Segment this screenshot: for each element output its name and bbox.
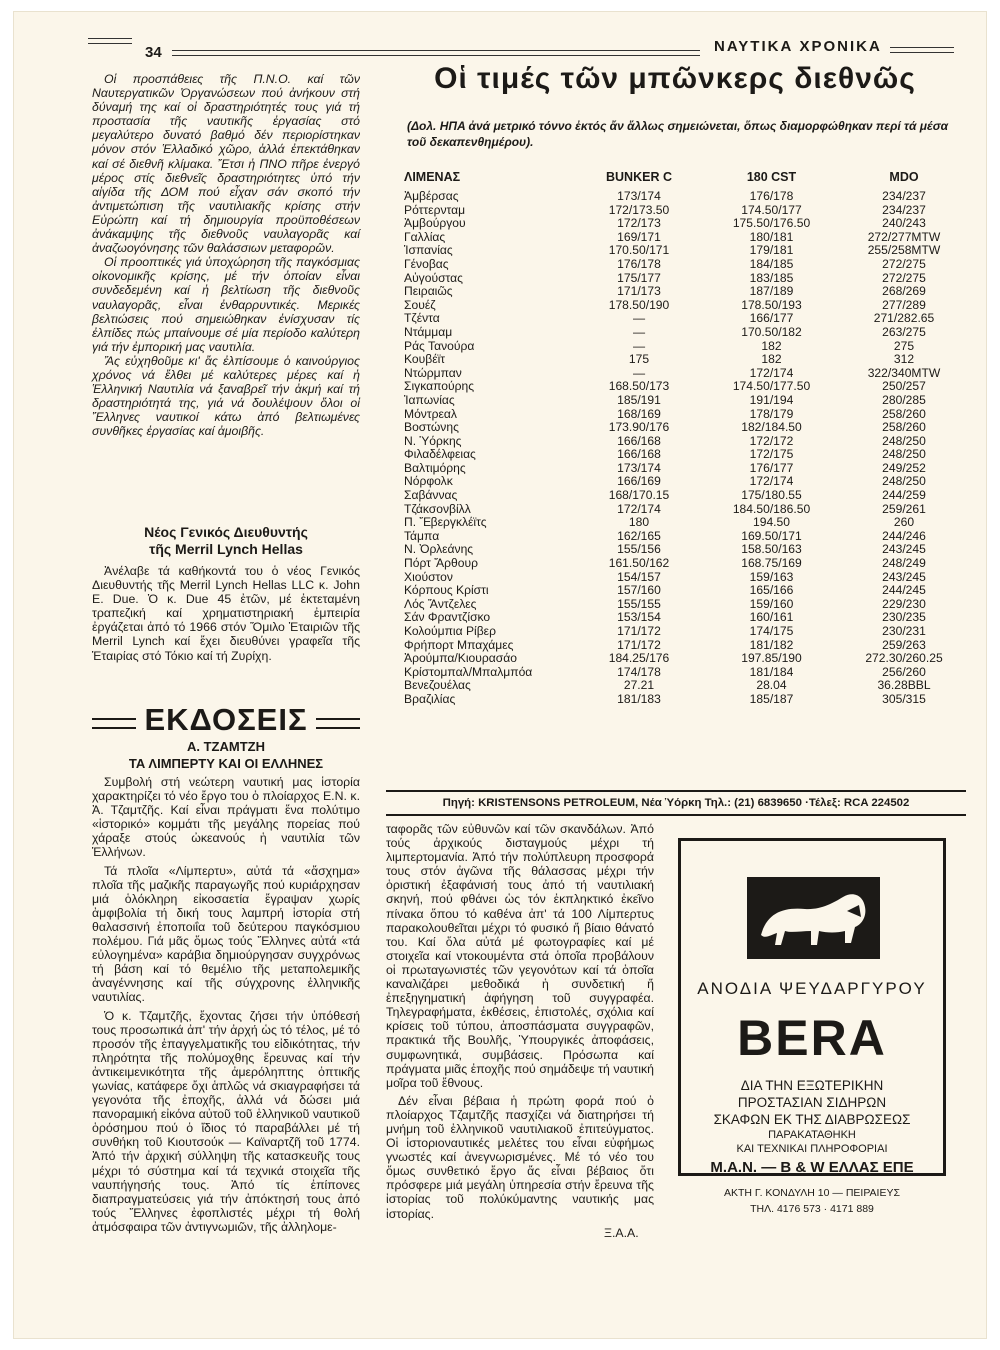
cell-port: Βοστώνης xyxy=(404,420,459,435)
table-row xyxy=(404,516,969,530)
cell-bunker-c: 166/168 xyxy=(617,447,661,462)
cell-bunker-c: 155/156 xyxy=(617,542,661,557)
cell-mdo: 250/257 xyxy=(882,379,926,394)
page-header xyxy=(0,30,1000,61)
book-review-continued xyxy=(386,822,654,1221)
table-row xyxy=(404,217,969,231)
ad-info-line: ΚΑΙ ΤΕΧΝΙΚΑΙ ΠΛΗΡΟΦΟΡΙΑΙ xyxy=(736,1143,888,1155)
cell-180-cst: 174/175 xyxy=(749,624,794,638)
table-row xyxy=(404,503,969,517)
cell-bunker-c: 166/168 xyxy=(617,433,661,448)
table-row xyxy=(404,475,969,489)
col-header-bunker-c: BUNKER C xyxy=(606,170,672,184)
table-row xyxy=(404,462,969,476)
table-row xyxy=(404,448,969,462)
ad-contact xyxy=(681,1185,943,1217)
cell-180-cst: 174.50/177.50 xyxy=(732,379,811,394)
cell-port: Τζάκσονβίλλ xyxy=(404,501,471,516)
header-rule-center xyxy=(172,50,700,56)
cell-port: Σιγκαπούρης xyxy=(404,379,475,394)
cell-port: Λός Ἄντζελες xyxy=(404,596,477,611)
cell-bunker-c: 157/160 xyxy=(617,583,661,598)
cell-port: Ντάμμαμ xyxy=(404,324,453,339)
cell-port: Ἰαπωνίας xyxy=(404,392,455,407)
cell-180-cst: 180/181 xyxy=(749,229,794,244)
table-row xyxy=(404,435,969,449)
pno-paragraph: Ἄς εὐχηθοῦμε κι' ἄς ἐλπίσουμε ὁ καινούργιος χρόνος νά ἔλθει μέ καλύτερες μέρες καί ἡ Ἑλληνική Ναυτιλία νά ξαναβρεῖ τήν ἀκμή καί τή δραστηριότητά της, γιά νά δουλέψουν ὅλοι οἱ Ἕλληνες ναυτικοί κάτω ἀπό βελτιωμένες συνθῆκες ἐργασίας καί ἀμοιβῆς. xyxy=(92,353,360,439)
cell-port: Π. Ἔβεργκλέϊτς xyxy=(404,515,487,530)
table-row xyxy=(404,258,969,272)
cell-port: Βαλτιμόρης xyxy=(404,460,466,475)
cell-port: Μόντρεαλ xyxy=(404,406,457,421)
cell-mdo: 234/237 xyxy=(882,202,926,217)
cell-mdo: 244/259 xyxy=(882,488,926,503)
lion-logo-icon xyxy=(747,877,880,959)
table-row xyxy=(404,543,969,557)
cell-port: Γαλλίας xyxy=(404,229,446,244)
cell-port: Ρόττερνταμ xyxy=(404,202,466,217)
cell-mdo: 322/340MTW xyxy=(867,365,941,380)
cell-180-cst: 179/181 xyxy=(749,243,794,258)
cell-bunker-c: 180 xyxy=(628,515,650,530)
cell-180-cst: 166/177 xyxy=(749,311,794,326)
cell-mdo: 272.30/260.25 xyxy=(865,651,943,666)
cell-180-cst: 178.50/193 xyxy=(741,297,802,312)
table-row xyxy=(404,611,969,625)
cell-mdo: 229/230 xyxy=(882,596,926,611)
cell-mdo: 249/252 xyxy=(882,460,926,475)
table-row xyxy=(404,421,969,435)
cell-port: Βραζιλίας xyxy=(404,691,456,706)
cell-mdo: 255/258MTW xyxy=(867,243,941,258)
pno-paragraph: Οἱ προσπάθειες τῆς Π.Ν.Ο. καί τῶν Ναυτεργατικῶν Ὀργανώσεων πού ἀνήκουν στή δύναμή της καί οἱ δραστηριότητές τους γιά τή προστασία τῆς ναυτικῆς ἐργασίας στό μεγαλύτερο δυνατό βαθμό δέν περιορίστηκαν μόνον στόν Ἑλλαδικό χῶρο, ἀλλά ἐπεκτάθηκαν καί σέ διεθνῆ κλίμακα. Ἔτσι ἡ ΠΝΟ πῆρε ἐνεργό μέρος στίς διεθνεῖς δραστηριότητες ὑπό τήν αἰγίδα τῆς ΔΟΜ πού εἶχαν σάν σκοπό τήν ἀντιμετώπιση τῆς ναυτιλιακῆς κρίσης στήν Εὐρώπη καί τή δημιουργία προϋποθέσεων ἀνάκαμψης τῆς διεθνοῦς ναυλαγορᾶς καί ἀναζωογόνησης τῶν θαλάσσιων μεταφορῶν. xyxy=(92,72,360,256)
table-row xyxy=(404,408,969,422)
cell-port: Ν. Ὀρλεάνης xyxy=(404,542,474,557)
magazine-name: ΝΑΥΤΙΚΑ ΧΡΟΝΙΚΑ xyxy=(714,38,882,55)
cell-port: Γένοβας xyxy=(404,256,449,271)
cell-port: Πειραιῶς xyxy=(404,284,453,299)
cell-180-cst: 172/172 xyxy=(749,433,794,448)
table-header-row xyxy=(404,164,969,190)
cell-180-cst: 181/182 xyxy=(749,637,794,652)
book-paragraph: Δέν εἶναι βέβαια ἡ πρώτη φορά πού ὁ πλοίαρχος Τζαμτζῆς πασχίζει νά διατηρήσει τή μνήμη τοῦ ἑλληνικοῦ ναυτιλιακοῦ ἐπιτεύγματος. Οἱ ἱστοριοναυτικές μελέτες του εἶναι εὐφήμως γνωστές καί ἀνεγνωρισμένες. Μέ τό νέο του ὅμως συνθετικό ἔργο ἄς εἶναι βέβαιος ὅτι πρόσφερε μιά μεγάλη ὑπηρεσία στήν ἔρευνα τῆς ἱστορίας τοῦ πολύκύμαντης ναυτικής μας ἱστορίας. xyxy=(386,1093,654,1221)
cell-port: Ἀμβούργου xyxy=(404,216,466,231)
cell-mdo: 230/235 xyxy=(882,610,926,625)
table-row xyxy=(404,312,969,326)
cell-mdo: 244/246 xyxy=(882,528,926,543)
cell-mdo: 272/277MTW xyxy=(867,229,941,244)
merrill-article xyxy=(92,524,360,663)
cell-port: Ἀρούμπα/Κιουρασάο xyxy=(404,651,517,666)
cell-port: Ἱσπανίας xyxy=(404,243,453,258)
book-paragraph: Ὁ κ. Τζαμτζῆς, ἔχοντας ζήσει τήν ὑπόθεσή τους προσωπικά ἀπ' τήν ἀρχή ὡς τό τέλος, μέ τό προσόν τῆς ἐπαγγελματικῆς του εἰδικότητας, τήν πληρότητα τῆς πολύμοχθης ἔρευνας καί τήν ἀντικειμενικότητα τῆς ἀμερόληπτης ὀπτικῆς γωνίας, κατάφερε ὄχι ἁπλῶς νά σκιαγραφήσει τά γεγονότα τῆς ἐποχῆς, ἀλλά νά δώσει μιά πανοραμική εἰκόνα αὐτοῦ τοῦ ἑλληνικοῦ ναυτικοῦ ὁρόσημου πού ὁ ἴδιος τό παραβάλλει μέ τή συνθήκη τοῦ Κιουτσούκ — Καϊναρτζῆ τοῦ 1774. Ἀπό τήν ἀρχική σύλληψη τῆς κατασκευῆς τους μέχρι τό σύστημα καί τά τεχνικά στοιχεῖα τῆς ναυπήγησής τους. Ἀπό τίς ἐπίπονες διαπραγματεύσεις γιά τήν ἀπόκτησή τους ἀπό τούς Ἕλληνες ἐφοπλιστές μέχρι τή θολή ἀτμόσφαιρα τῶν ἀντιγνωμιῶν, τῆς ἀλληλομε- xyxy=(92,1008,360,1234)
cell-bunker-c: 169/171 xyxy=(617,229,661,244)
cell-port: Κόρπους Κρίστι xyxy=(404,583,489,598)
cell-port: Ντώρμπαν xyxy=(404,365,462,380)
cell-bunker-c: 173/174 xyxy=(617,460,661,475)
cell-180-cst: 182 xyxy=(761,338,782,353)
cell-180-cst: 168.75/169 xyxy=(741,556,802,571)
cell-mdo: 258/260 xyxy=(882,406,926,421)
cell-bunker-c: 173.90/176 xyxy=(608,420,670,435)
cell-mdo: 263/275 xyxy=(882,324,926,339)
cell-mdo: 248/250 xyxy=(882,447,926,462)
lion-logo-graphic xyxy=(747,877,880,959)
cell-bunker-c: 176/178 xyxy=(617,256,661,271)
cell-port: Κουβέϊτ xyxy=(404,352,446,367)
cell-port: Πόρτ Ἄρθουρ xyxy=(404,556,478,571)
cell-180-cst: 175.50/176.50 xyxy=(732,216,811,231)
cell-180-cst: 170.50/182 xyxy=(741,324,802,339)
cell-port: Ἀμβέρσας xyxy=(404,189,459,203)
table-row xyxy=(404,190,969,204)
ekdoseis-bars-right xyxy=(316,718,360,729)
ekdoseis-bars-left xyxy=(92,718,136,729)
cell-180-cst: 181/184 xyxy=(749,664,794,679)
ad-address: ΑΚΤΗ Γ. ΚΟΝΔΥΛΗ 10 — ΠΕΙΡΑΙΕΥΣ xyxy=(724,1187,900,1199)
cell-bunker-c: 27.21 xyxy=(623,678,655,693)
header-rule-right xyxy=(890,47,954,53)
cell-mdo: 275 xyxy=(893,338,915,353)
cell-mdo: 277/289 xyxy=(882,297,926,312)
cell-port: Τάμπα xyxy=(404,528,440,543)
ad-brand: BERA xyxy=(737,1010,887,1066)
table-row xyxy=(404,693,969,707)
cell-180-cst: 187/189 xyxy=(749,284,794,299)
cell-180-cst: 197.85/190 xyxy=(741,651,802,666)
cell-bunker-c: 155/155 xyxy=(617,596,661,611)
table-row xyxy=(404,639,969,653)
table-row xyxy=(404,625,969,639)
cell-mdo: 36.28BBL xyxy=(877,678,931,693)
cell-bunker-c: 171/172 xyxy=(617,637,661,652)
cell-bunker-c: 172/174 xyxy=(617,501,661,516)
cell-bunker-c: 168.50/173 xyxy=(608,379,670,394)
col-header-port: ΛΙΜΕΝΑΣ xyxy=(404,170,461,184)
table-row xyxy=(404,394,969,408)
cell-port: Σαβάννας xyxy=(404,488,458,503)
cell-180-cst: 174.50/177 xyxy=(741,202,802,217)
table-row xyxy=(404,326,969,340)
cell-mdo: 312 xyxy=(893,352,915,367)
table-row xyxy=(404,571,969,585)
ekdoseis-title: ΕΚΔΟΣΕΙΣ xyxy=(144,702,308,737)
header-rule-left xyxy=(88,38,132,44)
cell-mdo: 240/243 xyxy=(882,216,926,231)
ad-headline: ΑΝΟΔΙΑ ΨΕΥΔΑΡΓΥΡΟΥ xyxy=(697,979,927,998)
cell-port: Φιλαδέλφειας xyxy=(404,447,476,462)
cell-bunker-c: 171/173 xyxy=(617,284,661,299)
cell-mdo: 256/260 xyxy=(882,664,926,679)
table-row xyxy=(404,652,969,666)
table-row xyxy=(404,666,969,680)
prices-subtitle: (Δολ. ΗΠΑ ἀνά μετρικό τόννο ἐκτός ἄν ἄλλως σημειώνεται, ὅπως διαμορφώθηκαν περί τά μέσα τοῦ δεκαπενθημέρου). xyxy=(407,119,949,149)
cell-port: Αὐγούστας xyxy=(404,270,463,285)
cell-mdo: 243/245 xyxy=(882,542,926,557)
cell-180-cst: 182/184.50 xyxy=(741,420,802,435)
article-signature: Ξ.Α.Α. xyxy=(604,1226,639,1240)
merrill-heading-line: τῆς Merril Lynch Hellas xyxy=(149,541,303,557)
cell-bunker-c: 168/169 xyxy=(617,406,661,421)
cell-bunker-c: 153/154 xyxy=(617,610,661,625)
ad-purpose xyxy=(681,1077,943,1128)
cell-bunker-c: 166/169 xyxy=(617,474,661,489)
ad-info-line: ΠΑΡΑΚΑΤΑΘΗΚΗ xyxy=(768,1129,856,1141)
prices-source: Πηγή: KRISTENSONS PETROLEUM, Νέα Ὑόρκη Τηλ.: (21) 6839650 ·Τέλεξ: RCA 224502 xyxy=(386,790,966,816)
cell-mdo: 230/231 xyxy=(882,624,926,638)
book-author: Α. ΤΖΑΜΤΖΗ xyxy=(187,739,265,754)
table-row xyxy=(404,340,969,354)
cell-mdo: 258/260 xyxy=(882,420,926,435)
cell-bunker-c: 175 xyxy=(628,352,650,367)
table-row xyxy=(404,299,969,313)
cell-180-cst: 183/185 xyxy=(749,270,794,285)
cell-mdo: 248/250 xyxy=(882,433,926,448)
cell-180-cst: 176/178 xyxy=(749,189,794,203)
cell-mdo: 305/315 xyxy=(882,691,926,706)
cell-180-cst: 182 xyxy=(761,352,782,367)
cell-bunker-c: 171/172 xyxy=(617,624,661,638)
cell-180-cst: 172/174 xyxy=(749,365,794,380)
cell-port: Φρήπορτ Μπαχάμες xyxy=(404,637,514,652)
pno-article xyxy=(92,72,360,438)
cell-mdo: 268/269 xyxy=(882,284,926,299)
cell-bunker-c: 181/183 xyxy=(617,691,661,706)
col-header-mdo: MDO xyxy=(889,170,919,184)
cell-180-cst: 160/161 xyxy=(749,610,794,625)
cell-mdo: 244/245 xyxy=(882,583,926,598)
page-number: 34 xyxy=(145,44,162,61)
ad-purpose-line: ΔΙΑ ΤΗΝ ΕΞΩΤΕΡΙΚΗΝ xyxy=(740,1078,884,1093)
cell-bunker-c: 184.25/176 xyxy=(608,651,670,666)
cell-mdo: 259/263 xyxy=(882,637,926,652)
cell-bunker-c: 178.50/190 xyxy=(608,297,670,312)
cell-180-cst: 165/166 xyxy=(749,583,794,598)
ad-purpose-line: ΣΚΑΦΩΝ ΕΚ ΤΗΣ ΔΙΑΒΡΩΣΕΩΣ xyxy=(713,1112,911,1127)
pno-paragraph: Οἱ προοπτικές γιά ὑποχώρηση τῆς παγκόσμιας οἰκονομικῆς κρίσης, μέ τήν ὁποίαν εἶναι συνδεδεμένη καί ἡ βελτίωση τῆς διεθνοῦς ναυλαγορᾶς, εἶναι ἐνθαρρυντικές. Μερικές βελτιώσεις πού σημειώθηκαν ἐνίσχυσαν τίς ἐλπίδες πώς μπαίνουμε σέ μία περίοδο καλύτερη γιά τήν ἐμπορική μας ναυτιλία. xyxy=(92,255,360,354)
cell-mdo: 259/261 xyxy=(882,501,926,516)
cell-bunker-c: 172/173 xyxy=(617,216,661,231)
table-row xyxy=(404,285,969,299)
ekdoseis-header xyxy=(92,702,360,742)
cell-180-cst: 172/174 xyxy=(749,474,794,489)
cell-port: Χιούστον xyxy=(404,569,453,584)
book-paragraph: Τά πλοῖα «Λίμπερτυ», αὐτά τά «ἄσχημα» πλοῖα τῆς μαζικῆς παραγωγῆς πού κυριάρχησαν μιά ὁλόκληρη εἰκοσαετία ἔγραψαν χωρίς ἀμφιβολία τή δική τους λαμπρή ἱστορία στή θαλασσινή ἐποποιΐα τοῦ δεύτερου παγκόσμιου πολέμου. Γιά μᾶς ὅμως τούς Ἕλληνες αὐτά «τά εὐλογημένα» καράβια δημιούργησαν συγχρόνως τή βάση καί τό θεμέλιο τῆς μεταπολεμικῆς ἀναγέννησης καί τῆς σύγχρονης ἑλληνικῆς ναυτιλίας. xyxy=(92,863,360,1005)
cell-180-cst: 159/163 xyxy=(749,569,794,584)
table-row xyxy=(404,353,969,367)
table-row xyxy=(404,244,969,258)
prices-title: Οἱ τιμές τῶν μπῶνκερς διεθνῶς xyxy=(434,62,916,95)
cell-bunker-c: — xyxy=(632,311,646,326)
table-row xyxy=(404,598,969,612)
ad-purpose-line: ΠΡΟΣΤΑΣΙΑΝ ΣΙΔΗΡΩΝ xyxy=(737,1095,887,1110)
cell-180-cst: 184/185 xyxy=(749,256,794,271)
merrill-paragraph: Ἀνέλαβε τά καθήκοντά του ὁ νέος Γενικός Διευθυντής τῆς Merril Lynch Hellas LLC κ. John E. Due. Ὁ κ. Due 45 ἐτῶν, μέ ἐκτεταμένη τραπεζική καί χρηματιστηριακή ἐμπειρία ἐργάζεται ἀπό τό 1966 στόν Ὅμιλο Ἑταιριῶν τῆς Merril Lynch καί ἔχει διευθύνει γραφεῖα τῆς Ἑταιρίας στό Τόκιο καί τή Ζυρίχη. xyxy=(92,564,360,663)
cell-port: Βενεζουέλας xyxy=(404,678,471,693)
cell-mdo: 272/275 xyxy=(882,270,926,285)
cell-bunker-c: 154/157 xyxy=(617,569,661,584)
cell-port: Σάν Φραντζίσκο xyxy=(404,610,491,625)
merrill-heading-line: Νέος Γενικός Διευθυντής xyxy=(144,524,308,540)
cell-180-cst: 172/175 xyxy=(749,447,794,462)
cell-180-cst: 169.50/171 xyxy=(741,528,802,543)
table-row xyxy=(404,679,969,693)
cell-bunker-c: 173/174 xyxy=(617,189,661,203)
cell-port: Κολούμπια Ρίβερ xyxy=(404,624,496,638)
cell-180-cst: 175/180.55 xyxy=(741,488,802,503)
cell-180-cst: 176/177 xyxy=(749,460,794,475)
cell-mdo: 248/250 xyxy=(882,474,926,489)
cell-bunker-c: — xyxy=(632,338,646,353)
cell-mdo: 272/275 xyxy=(882,256,926,271)
cell-mdo: 260 xyxy=(893,515,915,530)
cell-bunker-c: 185/191 xyxy=(617,392,661,407)
cell-bunker-c: — xyxy=(632,365,646,380)
book-paragraph: Συμβολή στή νεώτερη ναυτική μας ἱστορία χαρακτηρίζει τό νέο ἔργο του ὁ πλοίαρχος Ε.Ν. κ. Ἀ. Τζαμτζῆς. Καί εἶναι πράγματι ἕνα πολύτιμο «ἱστορικό» κομμάτι τῆς μεγάλης πορείας πού χάραξε στούς ὠκεανούς ἡ ναυτιλία τῶν Ἑλλήνων. xyxy=(92,775,360,860)
table-body xyxy=(404,190,969,707)
cell-port: Σουέζ xyxy=(404,297,436,312)
cell-mdo: 234/237 xyxy=(882,189,926,203)
cell-180-cst: 178/179 xyxy=(749,406,794,421)
ad-company: Μ.Α.Ν. — Β & W ΕΛΛΑΣ ΕΠΕ xyxy=(710,1159,914,1176)
book-title: ΤΑ ΛΙΜΠΕΡΤΥ ΚΑΙ ΟΙ ΕΛΛΗΝΕΣ xyxy=(128,756,324,771)
cell-mdo: 248/249 xyxy=(882,556,926,571)
cell-180-cst: 28.04 xyxy=(756,678,787,693)
cell-bunker-c: 162/165 xyxy=(617,528,661,543)
col-header-180-cst: 180 CST xyxy=(746,170,797,184)
table-row xyxy=(404,204,969,218)
table-row xyxy=(404,557,969,571)
bera-advertisement xyxy=(678,838,946,1215)
cell-port: Κρίστομπαλ/Μπαλμπόα xyxy=(404,664,533,679)
cell-bunker-c: 172/173.50 xyxy=(608,202,670,217)
table-row xyxy=(404,584,969,598)
cell-180-cst: 184.50/186.50 xyxy=(732,501,811,516)
cell-port: Ράς Τανούρα xyxy=(404,338,475,353)
cell-180-cst: 185/187 xyxy=(749,691,794,706)
table-row xyxy=(404,530,969,544)
cell-mdo: 243/245 xyxy=(882,569,926,584)
book-review xyxy=(92,738,360,1234)
bunker-prices-table xyxy=(404,164,969,707)
cell-bunker-c: 174/178 xyxy=(617,664,661,679)
cell-bunker-c: — xyxy=(632,324,646,339)
table-row xyxy=(404,367,969,381)
cell-port: Νόρφολκ xyxy=(404,474,453,489)
table-row xyxy=(404,272,969,286)
cell-bunker-c: 161.50/162 xyxy=(608,556,670,571)
book-paragraph: ταφορᾶς τῶν εὐθυνῶν καί τῶν σκανδάλων. Ἀπό τούς ἀρχικούς δισταγμούς μέχρι τή λιμπερτομανία. Ἀπό τήν πολύπλευρη προσφορά τους στόν ἀγῶνα τῆς θάλασσας μέχρι τήν ὁριστική ἐξαφάνισή τους ἀπό τή ναυτιλιακή σκηνή, πού φθάνει ὡς τόν ἐκπληκτικό ἐκεῖνο πίνακα ὅπου τό καθένα ἀπ' τά 100 Λίμπερτυς παρακολουθεῖται μέχρι τό φυσικό ἤ βίαιο θάνατό του. Καί ὅλα αὐτά μέ φωτογραφίες καί μέ στοιχεῖα καί ντοκουμέντα στά ὁποῖα προβάλουν οἱ πρωταγωνιστές τῶν γεγονότων καί τά ὁποῖα καναλιζάρει μεθοδικά ἡ συνδετική ἤ ἐπεξηγηματική ἀφήγηση τοῦ συγγραφέα. Τηλεγραφήματα, ἐκθέσεις, ἐπιστολές, σχόλια καί κρίσεις τοῦ τύπου, ἀποσπάσματα συγγραφῶν, πρακτικά τῆς Βουλῆς, Ὑπουργικές ἀποφάσεις, συμφωνητικά, συμβάσεις. Πρόσωπα καί πράγματα μιᾶς ἐποχῆς πού σημάδεψε τή ναυτική μοῖρα τοῦ ἔθνους. xyxy=(386,822,654,1090)
table-row xyxy=(404,231,969,245)
cell-mdo: 280/285 xyxy=(882,392,926,407)
cell-bunker-c: 168/170.15 xyxy=(608,488,670,503)
cell-port: Τζέντα xyxy=(404,311,440,326)
table-row xyxy=(404,380,969,394)
cell-bunker-c: 175/177 xyxy=(617,270,661,285)
cell-bunker-c: 170.50/171 xyxy=(608,243,670,258)
table-row xyxy=(404,489,969,503)
cell-180-cst: 159/160 xyxy=(749,596,794,611)
cell-mdo: 271/282.65 xyxy=(873,311,935,326)
cell-port: Ν. Ὑόρκης xyxy=(404,433,462,448)
cell-180-cst: 194.50 xyxy=(753,515,790,530)
ad-info xyxy=(681,1128,943,1156)
cell-180-cst: 158.50/163 xyxy=(741,542,802,557)
ad-phone: ΤΗΛ. 4176 573 · 4171 889 xyxy=(750,1203,874,1215)
cell-180-cst: 191/194 xyxy=(749,392,794,407)
